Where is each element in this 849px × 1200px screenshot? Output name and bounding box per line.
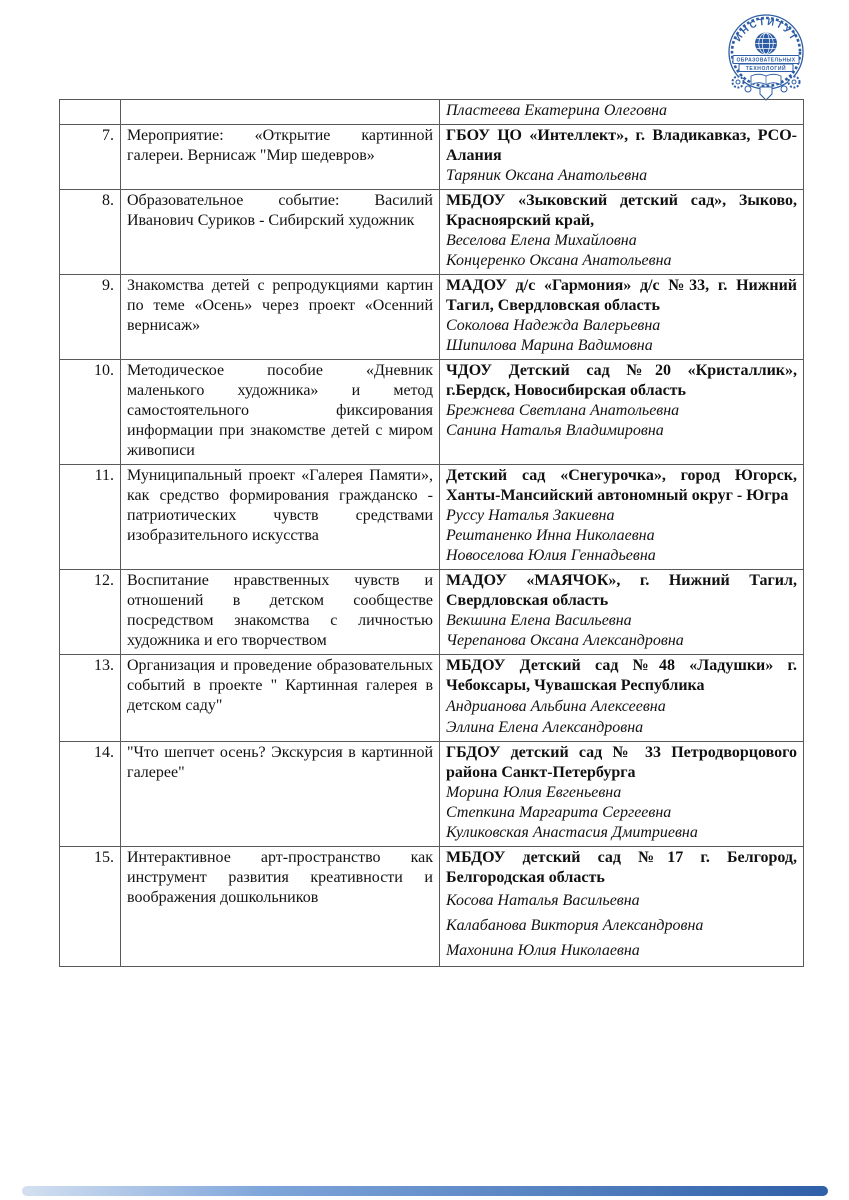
row-organization-cell (440, 100, 804, 125)
participant-name: Черепанова Оксана Александровна (446, 632, 684, 649)
table-row (60, 655, 804, 742)
participant-name: Махонина Юлия Николаевна (446, 942, 640, 959)
row-description: Методическое пособие «Дневник маленького художника» и метод самостоятельного фиксирования информации при знакомстве детей с миром живописи (121, 360, 440, 465)
row-organization-cell (440, 275, 804, 360)
row-description: Мероприятие: «Открытие картинной галереи. Вернисаж "Мир шедевров» (121, 125, 440, 190)
row-number: 13. (60, 655, 121, 742)
row-organization-cell (440, 655, 804, 742)
row-number: 8. (60, 190, 121, 275)
participant-name: Рештаненко Инна Николаевна (446, 527, 655, 544)
row-number: 10. (60, 360, 121, 465)
table-row (60, 125, 804, 190)
participant-name: Новоселова Юлия Геннадьевна (446, 547, 656, 564)
table-row (60, 742, 804, 847)
organization-name: МАДОУ «МАЯЧОК», г. Нижний Тагил, Свердловская область (446, 572, 797, 609)
globe-icon (756, 33, 777, 54)
organization-name: МБДОУ Детский сад №48 «Ладушки» г. Чебоксары, Чувашская Республика (446, 657, 797, 694)
participant-name: Брежнева Светлана Анатольевна (446, 402, 680, 419)
logo-arc-text: ИНСТИТУТ (732, 16, 800, 44)
participant-name: Косова Наталья Васильевна (446, 892, 640, 909)
organization-name: МАДОУ д/с «Гармония» д/с №33, г. Нижний Тагил, Свердловская область (446, 277, 797, 314)
organization-name: ГБОУ ЦО «Интеллект», г. Владикавказ, РСО-Алания (446, 127, 797, 164)
row-number: 14. (60, 742, 121, 847)
row-description: Интерактивное арт-пространство как инструмент развития креативности и воображения дошкольников (121, 847, 440, 967)
participant-name: Пластеева Екатерина Олеговна (446, 102, 668, 119)
participants-table (59, 99, 804, 967)
footer-divider-bar (22, 1186, 828, 1196)
logo-banner-line2: ТЕХНОЛОГИЙ (745, 65, 787, 72)
participant-name: Андрианова Альбина Алексеевна (446, 698, 666, 715)
row-number: 9. (60, 275, 121, 360)
institute-logo (726, 10, 806, 102)
logo-banner-line1: ОБРАЗОВАТЕЛЬНЫХ (736, 57, 796, 64)
row-organization-cell (440, 190, 804, 275)
row-description: Образовательное событие: Василий Иванович Суриков - Сибирский художник (121, 190, 440, 275)
participant-name: Куликовская Анастасия Дмитриевна (446, 824, 698, 841)
participant-name: Эллина Елена Александровна (446, 719, 644, 736)
row-description: Воспитание нравственных чувств и отношений в детском сообществе посредством знакомства с личностью художника и его творчеством (121, 570, 440, 655)
row-description: Знакомства детей с репродукциями картин по теме «Осень» через проект «Осенний вернисаж» (121, 275, 440, 360)
participant-name: Векшина Елена Васильевна (446, 612, 632, 629)
row-description: Организация и проведение образовательных событий в проекте " Картинная галерея в детском саду" (121, 655, 440, 742)
open-book-icon (751, 74, 781, 84)
table-row (60, 570, 804, 655)
organization-name: МБДОУ детский сад №17 г. Белгород, Белгородская область (446, 849, 797, 886)
table-row (60, 100, 804, 125)
row-organization-cell (440, 125, 804, 190)
organization-name: ГБДОУ детский сад № 33 Петродворцового района Санкт-Петербурга (446, 744, 797, 781)
table-row (60, 465, 804, 570)
row-number (60, 100, 121, 125)
logo-ribbon (733, 56, 799, 72)
row-number: 11. (60, 465, 121, 570)
participant-name: Морина Юлия Евгеньевна (446, 784, 622, 801)
table-row (60, 190, 804, 275)
participant-name: Соколова Надежда Валерьевна (446, 317, 661, 334)
participant-name: Веселова Елена Михайловна (446, 232, 637, 249)
row-organization-cell (440, 742, 804, 847)
institute-logo-emblem (726, 10, 806, 102)
organization-name: ЧДОУ Детский сад №20 «Кристаллик», г.Бердск, Новосибирская область (446, 362, 797, 399)
participant-name: Степкина Маргарита Сергеевна (446, 804, 672, 821)
organization-name: МБДОУ «Зыковский детский сад», Зыково, Красноярский край, (446, 192, 797, 229)
participant-name: Руссу Наталья Закиевна (446, 507, 615, 524)
row-organization-cell (440, 465, 804, 570)
participant-name: Таряник Оксана Анатольевна (446, 167, 648, 184)
row-organization-cell (440, 570, 804, 655)
row-description: Муниципальный проект «Галерея Памяти», как средство формирования гражданско - патриотических чувств средствами изобразительного искусства (121, 465, 440, 570)
row-number: 12. (60, 570, 121, 655)
row-organization-cell (440, 360, 804, 465)
row-number: 7. (60, 125, 121, 190)
participant-name: Санина Наталья Владимировна (446, 422, 664, 439)
row-organization-cell (440, 847, 804, 967)
organization-name: Детский сад «Снегурочка», город Югорск, Ханты-Мансийский автономный округ - Югра (446, 467, 797, 504)
table-row (60, 847, 804, 967)
table-row (60, 275, 804, 360)
row-description: "Что шепчет осень? Экскурсия в картинной галерее" (121, 742, 440, 847)
row-description (121, 100, 440, 125)
row-number: 15. (60, 847, 121, 967)
table-row (60, 360, 804, 465)
participant-name: Калабанова Виктория Александровна (446, 917, 704, 934)
participant-name: Концеренко Оксана Анатольевна (446, 252, 672, 269)
participant-name: Шипилова Марина Вадимовна (446, 337, 653, 354)
